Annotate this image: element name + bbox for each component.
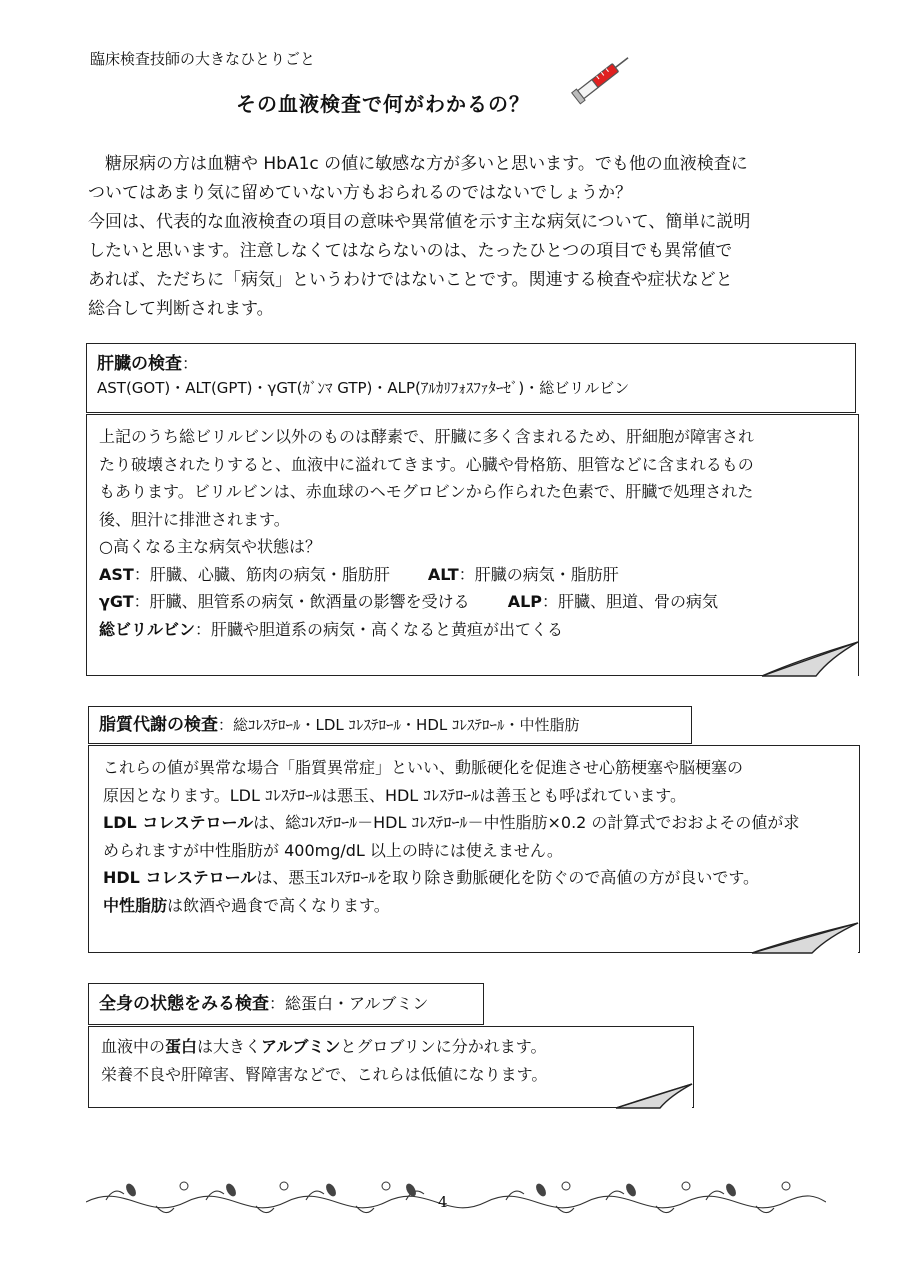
bilirubin-line: 総ビリルビン：肝臓や胆道系の病気・高くなると黄疸が出てくる	[99, 619, 564, 639]
general-title: 全身の状態をみる検査	[99, 994, 269, 1014]
liver-title: 肝臓の検査	[97, 354, 182, 374]
liver-content-box: 上記のうち総ビリルビン以外のものは酵素で、肝臓に多く含まれるため、肝細胞が障害され たり破壊されたりすると、血液中に溢れてきます。心臓や骨格筋、胆管などに含まれるもの もあります。ビリルビンは、赤血球のヘモグロビンから作られた色素で、肝臓で処理された 後、胆汁に排泄されます。 ○高くなる主な病気や状態は？ AST：肝臓、心臓、筋肉の病気・脂肪肝 ALT：肝臓の病気・脂肪肝 γGT：肝臓、胆管系の病気・飲酒量の影響を受ける ALP：肝臓、胆道、骨の病気 総ビリルビン：肝臓や胆道系の病気・高くなると黄疸が出てくる	[86, 414, 859, 676]
lipid-items: ：総ｺﾚｽﾃﾛｰﾙ・LDL ｺﾚｽﾃﾛｰﾙ・HDL ｺﾚｽﾃﾛｰﾙ・中性脂肪	[218, 716, 580, 734]
page-number: 4	[438, 1193, 448, 1211]
ast-alt-line: AST：肝臓、心臓、筋肉の病気・脂肪肝 ALT：肝臓の病気・脂肪肝	[99, 564, 619, 584]
floral-border-ornament	[86, 1172, 826, 1224]
intro-paragraph: 糖尿病の方は血糖や HbA1c の値に敏感な方が多いと思います。でも他の血液検査に ついてはあまり気に留めていない方もおられるのではないでしょうか？ 今回は、代表的な血液検査の項目の意味や異常値を示す主な病気について、簡単に説明 したいと思います。注意しなくてはならないのは、たったひとつの項目でも異常値で あれば、ただちに「病気」というわけではないことです。関連する検査や症状などと 総合して判断されます。	[88, 154, 751, 319]
lipid-title-box	[88, 706, 692, 744]
ggt-alp-line: γGT：肝臓、胆管系の病気・飲酒量の影響を受ける ALP：肝臓、胆道、骨の病気	[99, 592, 719, 611]
header-label: 臨床検査技師の大きなひとりごと	[90, 50, 316, 68]
page-title: その血液検査で何がわかるの？	[236, 92, 530, 116]
lipid-title: 脂質代謝の検査	[99, 715, 218, 735]
general-title-box	[88, 983, 484, 1025]
liver-title-box: 肝臓の検査： AST(GOT)・ALT(GPT)・γGT(ｶﾞﾝﾏ GTP)・ALP(ｱﾙｶﾘﾌｫｽﾌｧﾀｰｾﾞ)・総ビリルビン	[86, 343, 856, 413]
general-items: ：総蛋白・アルブミン	[269, 994, 429, 1013]
lipid-content-box: これらの値が異常な場合「脂質異常症」といい、動脈硬化を促進させ心筋梗塞や脳梗塞の 原因となります。LDL ｺﾚｽﾃﾛｰﾙは悪玉、HDL ｺﾚｽﾃﾛｰﾙは善玉とも呼ばれています。 LDL コレステロールは、総ｺﾚｽﾃﾛｰﾙ－HDL ｺﾚｽﾃﾛｰﾙ－中性脂肪×0.2 の計算式でおおよその値が求 められますが中性脂肪が 400mg/dL 以上の時には使えません。 HDL コレステロールは、悪玉ｺﾚｽﾃﾛｰﾙを取り除き動脈硬化を防ぐので高値の方が良いです。 中性脂肪は飲酒や過食で高くなります。	[88, 745, 860, 953]
liver-question: ○高くなる主な病気や状態は？	[99, 537, 321, 556]
liver-items: AST(GOT)・ALT(GPT)・γGT(ｶﾞﾝﾏ GTP)・ALP(ｱﾙｶﾘﾌｫｽﾌｧﾀｰｾﾞ)・総ビリルビン	[97, 379, 630, 397]
page-curl-icon	[612, 1082, 696, 1112]
page-curl-icon	[748, 921, 862, 957]
page-curl-icon	[758, 640, 862, 680]
hdl-line: HDL コレステロールは、悪玉ｺﾚｽﾃﾛｰﾙを取り除き動脈硬化を防ぐので高値の方が良いです。	[103, 868, 760, 887]
triglyceride-line: 中性脂肪は飲酒や過食で高くなります。	[103, 895, 390, 915]
general-content-box: 血液中の蛋白は大きくアルブミンとグロブリンに分かれます。 栄養不良や肝障害、腎障害などで、これらは低値になります。	[88, 1026, 694, 1108]
protein-line: 血液中の蛋白は大きくアルブミンとグロブリンに分かれます。	[101, 1037, 547, 1056]
ldl-line: LDL コレステロールは、総ｺﾚｽﾃﾛｰﾙ－HDL ｺﾚｽﾃﾛｰﾙ－中性脂肪×0.2 の計算式でおおよその値が求	[103, 813, 800, 832]
syringe-icon	[568, 42, 638, 110]
